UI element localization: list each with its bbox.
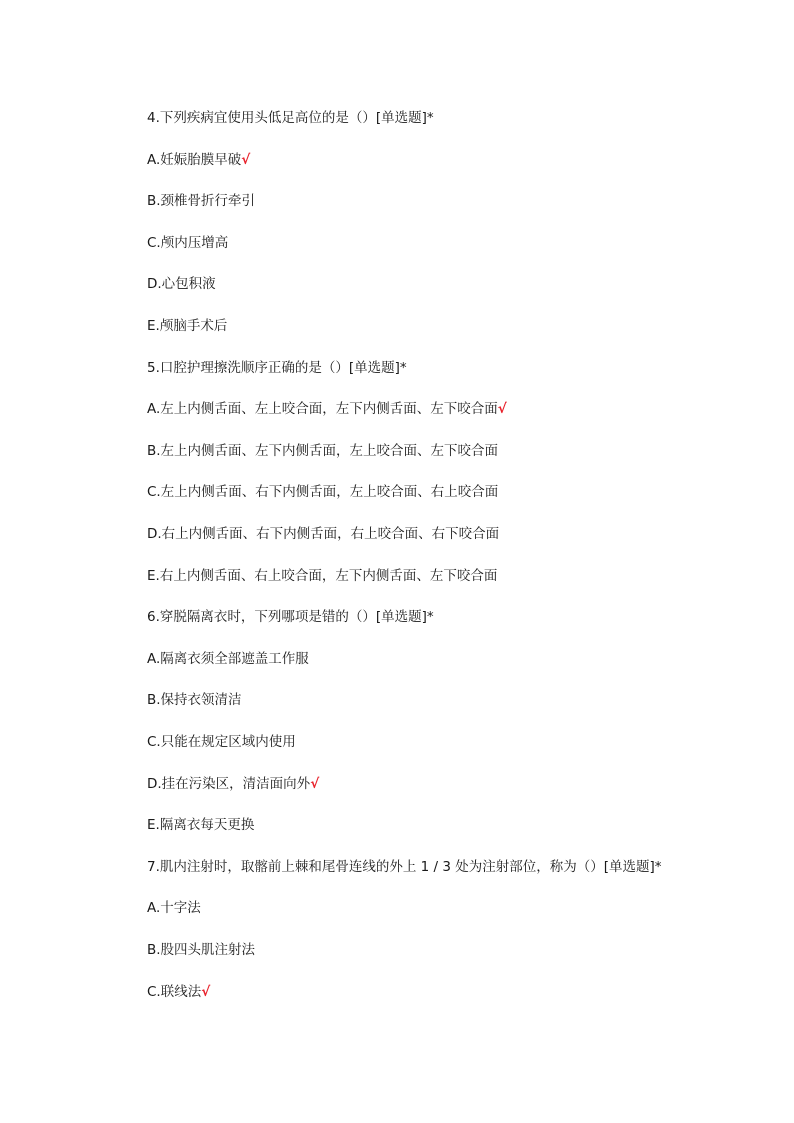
line-text: C.只能在规定区域内使用: [147, 734, 296, 750]
option-4c: [147, 234, 228, 252]
line-text: B.股四头肌注射法: [147, 942, 256, 958]
correct-check-mark: √: [310, 776, 320, 792]
option-7a: [147, 899, 201, 917]
option-6c: [147, 733, 296, 751]
option-4d: [147, 275, 216, 293]
option-4b: [147, 192, 255, 210]
line-text: A.左上内侧舌面、左上咬合面，左下内侧舌面、左下咬合面: [147, 401, 498, 417]
option-4a: [147, 151, 250, 169]
option-6b: [147, 691, 242, 709]
option-6a: [147, 650, 309, 668]
line-text: D.心包积液: [147, 276, 216, 292]
question-4: [147, 109, 434, 127]
option-6d: [147, 775, 319, 793]
line-text: D.右上内侧舌面、右下内侧舌面，右上咬合面、右下咬合面: [147, 526, 500, 542]
line-text: B.颈椎骨折行牵引: [147, 193, 256, 209]
correct-check-mark: √: [497, 401, 507, 417]
line-text: 7.肌内注射时，取髂前上棘和尾骨连线的外上 1 / 3 处为注射部位，称为（）[单选题]*: [147, 859, 662, 875]
line-text: B.左上内侧舌面、左下内侧舌面，左上咬合面、左下咬合面: [147, 443, 499, 459]
option-5e: [147, 567, 497, 585]
line-text: 6.穿脱隔离衣时，下列哪项是错的（）[单选题]*: [147, 609, 434, 625]
line-text: E.隔离衣每天更换: [147, 817, 255, 833]
option-7b: [147, 941, 255, 959]
line-text: 4.下列疾病宜使用头低足高位的是（）[单选题]*: [147, 110, 434, 126]
line-text: A.妊娠胎膜早破: [147, 152, 242, 168]
option-5a: [147, 400, 507, 418]
line-text: E.右上内侧舌面、右上咬合面，左下内侧舌面、左下咬合面: [147, 568, 498, 584]
line-text: C.颅内压增高: [147, 235, 229, 251]
question-6: [147, 608, 434, 626]
correct-check-mark: √: [241, 152, 251, 168]
option-5c: [147, 483, 498, 501]
option-6e: [147, 816, 254, 834]
line-text: A.十字法: [147, 900, 201, 916]
line-text: E.颅脑手术后: [147, 318, 228, 334]
correct-check-mark: √: [201, 984, 211, 1000]
question-5: [147, 359, 407, 377]
line-text: D.挂在污染区，清洁面向外: [147, 776, 311, 792]
option-5b: [147, 442, 498, 460]
option-4e: [147, 317, 227, 335]
line-text: C.联线法: [147, 984, 202, 1000]
question-7: [147, 858, 662, 876]
line-text: A.隔离衣须全部遮盖工作服: [147, 651, 309, 667]
option-7c: [147, 983, 210, 1001]
line-text: 5.口腔护理擦洗顺序正确的是（）[单选题]*: [147, 360, 407, 376]
line-text: B.保持衣领清洁: [147, 692, 242, 708]
option-5d: [147, 525, 499, 543]
line-text: C.左上内侧舌面、右下内侧舌面，左上咬合面、右上咬合面: [147, 484, 499, 500]
